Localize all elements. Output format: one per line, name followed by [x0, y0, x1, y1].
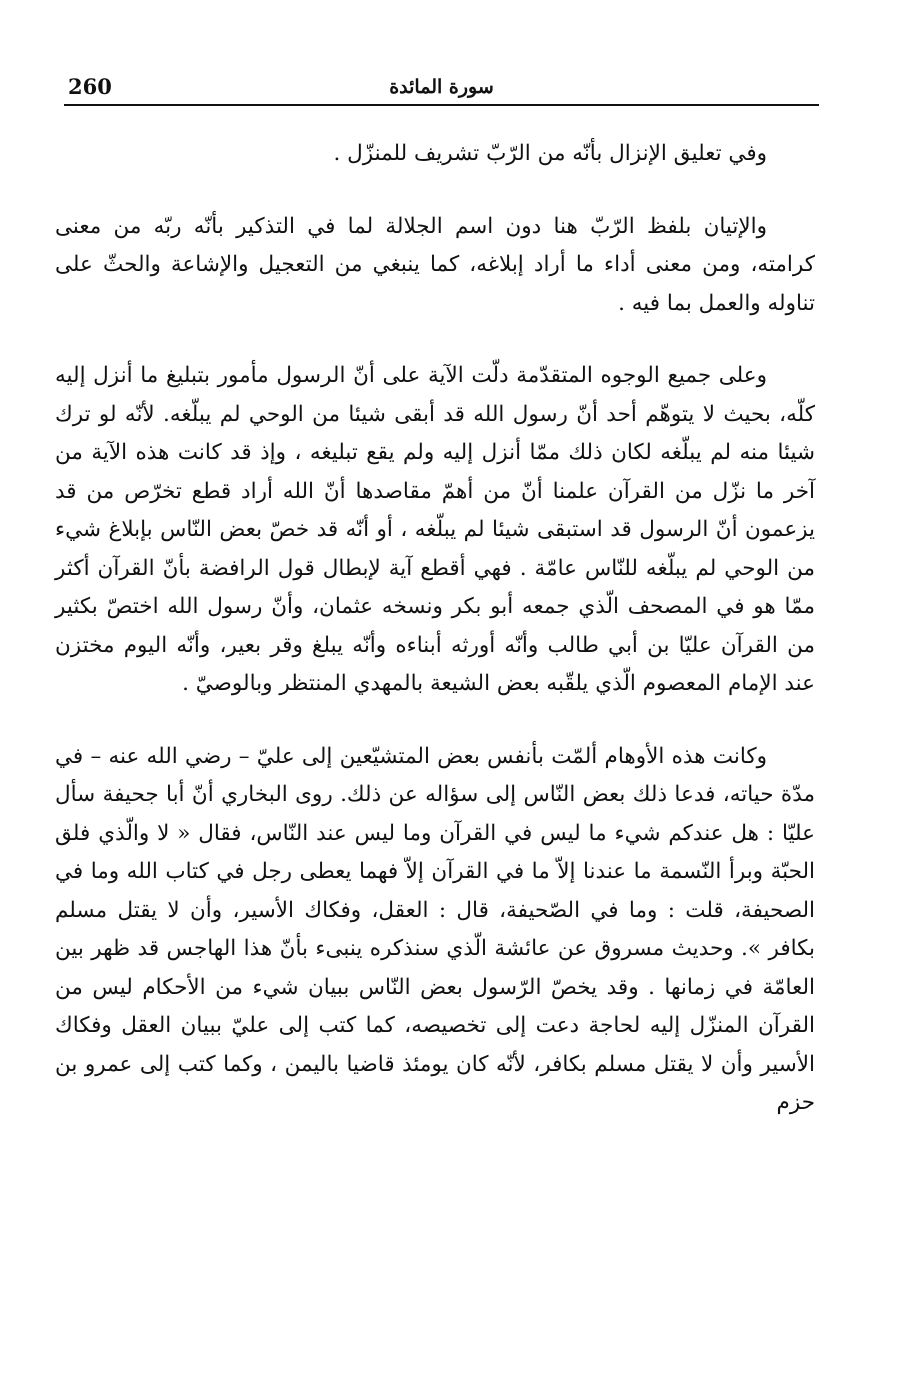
page-header	[64, 70, 819, 106]
paragraph: وفي تعليق الإنزال بأنّه من الرّبّ تشريف للمنزّل .	[333, 141, 767, 166]
paragraph: وكانت هذه الأوهام ألمّت بأنفس بعض المتشيّعين إلى عليّ – رضي الله عنه – في مدّة حياته، فدعا ذلك بعض النّاس إلى سؤاله عن ذلك. روى البخاري أنّ أبا جحيفة سأل عليّا : هل عندكم شيء ما ليس في القرآن وما ليس عند النّاس، فقال « لا والّذي فلق الحبّة وبرأ النّسمة ما عندنا إلاّ ما في القرآن إلاّ فهما يعطى رجل في كتاب الله وما في الصحيفة، قلت : وما في الصّحيفة، قال : العقل، وفكاك الأسير، وأن لا يقتل مسلم بكافر ». وحديث مسروق عن عائشة الّذي سنذكره ينبىء بأنّ هذا الهاجس قد ظهر بين العامّة في زمانها . وقد يخصّ الرّسول بعض النّاس ببيان شيء من الأحكام ليس من القرآن المنزّل إليه لحاجة دعت إلى تخصيصه، كما كتب إلى عليّ ببيان العقل وفكاك الأسير وأن لا يقتل مسلم بكافر، لأنّه كان يومئذ قاضيا باليمن ، وكما كتب إلى عمرو بن حزم	[55, 743, 815, 1115]
paragraph: والإتيان بلفظ الرّبّ هنا دون اسم الجلالة لما في التذكير بأنّه ربّه من معنى كرامته، ومن معنى أداء ما أراد إبلاغه، كما ينبغي من التعجيل والإشاعة والحثّ على تناوله والعمل بما فيه .	[55, 213, 815, 316]
page-number: 260	[68, 74, 112, 99]
body-text	[55, 135, 815, 1123]
running-title: سورة المائدة	[389, 76, 494, 98]
paragraph: وعلى جميع الوجوه المتقدّمة دلّت الآية على أنّ الرسول مأمور بتبليغ ما أنزل إليه كلّه، بحيث لا يتوهّم أحد أنّ رسول الله قد أبقى شيئا من الوحي لم يبلّغه. لأنّه لو ترك شيئا منه لم يبلّغه لكان ذلك ممّا أنزل إليه ولم يقع تبليغه ، وإذ قد كانت هذه الآية من آخر ما نزّل من القرآن علمنا أنّ من أهمّ مقاصدها أنّ الله أراد قطع تخرّص من قد يزعمون أنّ الرسول قد استبقى شيئا لم يبلّغه ، أو أنّه قد خصّ بعض النّاس بإبلاغ شيء من الوحي لم يبلّغه للنّاس عامّة . فهي أقطع آية لإبطال قول الرافضة بأنّ القرآن أكثر ممّا هو في المصحف الّذي جمعه أبو بكر ونسخه عثمان، وأنّ رسول الله اختصّ بكثير من القرآن عليّا بن أبي طالب وأنّه أورثه أبناءه وأنّه يبلغ وقر بعير، وأنّه اليوم مختزن عند الإمام المعصوم الّذي يلقّبه بعض الشيعة بالمهدي المنتظر وبالوصيّ .	[55, 363, 815, 696]
